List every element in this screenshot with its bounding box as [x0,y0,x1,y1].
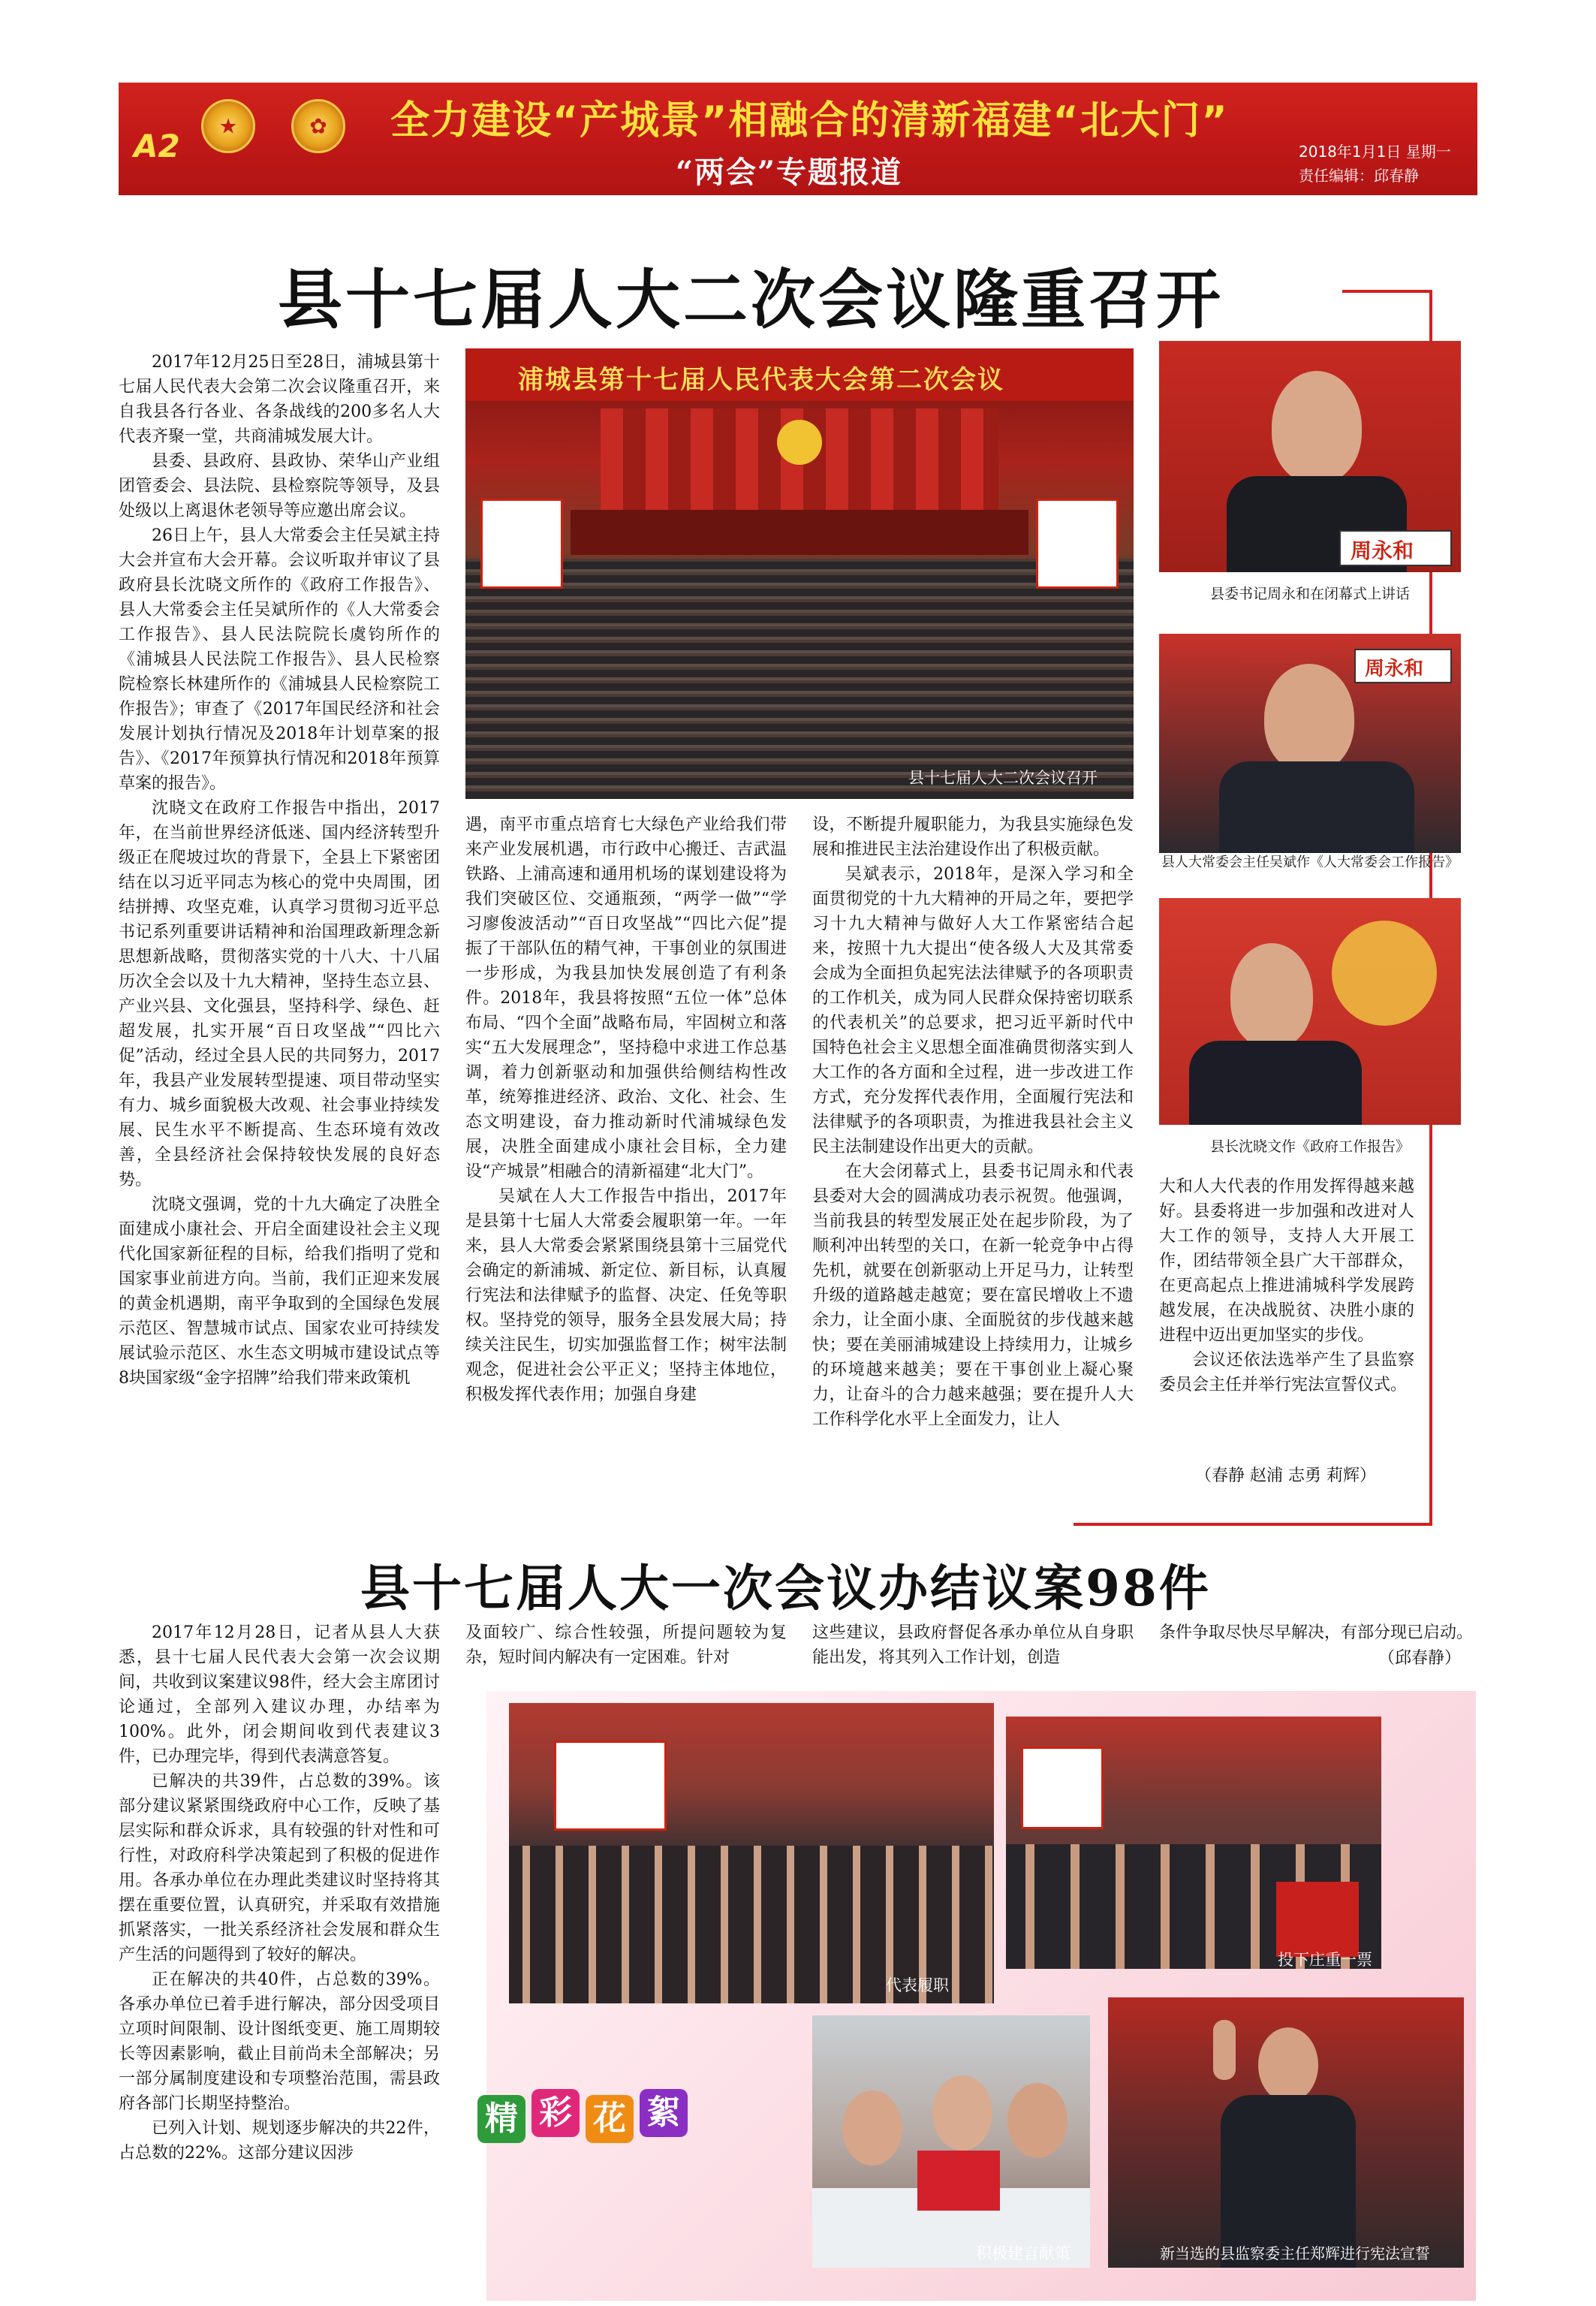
photo-caption: 积极建言献策 [976,2244,1071,2262]
article1-col3 [812,812,1134,1533]
paragraph: 设，不断提升履职能力，为我县实施绿色发展和推进民主法治建设作出了积极贡献。 [812,815,1134,859]
article2-col3 [812,1620,1134,1673]
side-photo-1 [1159,341,1461,572]
photo-caption: 新当选的县监察委主任郑辉进行宪法宣誓 [1160,2244,1430,2262]
photo-caption: 投下庄重一票 [1278,1951,1372,1969]
article2-author: （邱春静） [1378,1649,1462,1668]
paragraph: 吴斌表示，2018年，是深入学习和全面贯彻党的十九大精神的开局之年，要把学习十九大精神与做好人大工作紧密结合起来，按照十九大提出“使各级人大及其常委会成为全面担负起宪法法律赋予的各项职责的工作机关，成为同人民群众保持密切联系的代表机关”的总要求，把习近平新时代中国特色社会主义思想全面准确贯彻落实到人大工作的各方面和全过程，进一步改进工作方式，充分发挥代表作用，全面履行宪法和法律赋予的各项职责，为推进我县社会主义民主法制建设作出更大的贡献。 [812,865,1134,1156]
side-photo-2-caption: 县人大常委会主任吴斌作《人大常委会工作报告》 [1161,855,1459,870]
highlights-label-char: 彩 [531,2089,580,2137]
highlights-label-char: 精 [477,2095,525,2143]
nameplate: 周永和 [1351,538,1414,563]
delegates-photo [509,1703,994,2003]
paragraph: 沈晓文强调，党的十九大确定了决胜全面建成小康社会、开启全面建设社会主义现代化国家新征程的目标，给我们指明了党和国家事业前进方向。当前，我们正迎来发展的黄金机遇期，南平争取到的全国绿色发展示范区、智慧城市试点、国家农业可持续发展试验示范区、水生态文明城市建设试点等8块国家级“金字招牌”给我们带来政策机 [119,1195,440,1388]
photo-caption: 代表履职 [886,1976,949,1994]
paragraph: 条件争取尽快尽早解决，有部分现已启动。 [1159,1623,1474,1642]
red-frame-top [1342,290,1432,293]
cppcc-emblem-icon: ✿ [291,99,345,153]
paragraph: 遇，南平市重点培育七大绿色产业给我们带来产业发展机遇，市行政中心搬迁、吉武温铁路、上浦高速和通用机场的谋划建设将为我们突破区位、交通瓶颈，“两学一做”“学习廖俊波活动”“百日攻坚战”“四比六促”提振了干部队伍的精气神，干事创业的氛围进一步形成，为我县加快发展创造了有利条件。2018年，我县将按照“五位一体”总体布局、“四个全面”战略布局，牢固树立和落实“五大发展理念”，坚持稳中求进工作总基调，着力创新驱动和加强供给侧结构性改革，统筹推进经济、政治、文化、社会、生态文明建设，奋力推动新时代浦城绿色发展，决胜全面建成小康社会目标，全力建设“产城景”相融合的清新福建“北大门”。 [465,815,787,1181]
article2-col1 [119,1620,440,2301]
banner-title: 全力建设“产城景”相融合的清新福建“北大门” [390,98,1229,143]
paragraph: 已解决的共39件，占总数的39%。该部分建议紧紧围绕政府中心工作，反映了基层实际和群众诉求，具有较强的针对性和可行性，对政府科学决策起到了积极的促进作用。各承办单位在办理此类建议时坚持将其摆在重要位置，认真研究，并采取有效措施抓紧落实，一批关系经济社会发展和群众生产生活的问题得到了较好的解决。 [119,1772,440,1964]
paragraph: 在大会闭幕式上，县委书记周永和代表县委对大会的圆满成功表示祝贺。他强调，当前我县的转型发展正处在起步阶段，为了顺利冲出转型的关口，在新一轮竞争中占得先机，就要在创新驱动上开足马力，让转型升级的道路越走越宽；要在富民增收上不遗余力，让全面小康、全面脱贫的步伐越来越快；要在美丽浦城建设上持续用力，让城乡的环境越来越美；要在干事创业上凝心聚力，让奋斗的合力越来越强；要在提升人大工作科学化水平上全面发力，让人 [812,1162,1134,1429]
ballot-box [1276,1882,1359,1957]
highlights-label-char: 絮 [640,2089,688,2137]
main-conference-photo [465,348,1134,799]
main-photo-caption: 县十七届人大二次会议召开 [908,769,1098,787]
side-photo-3 [1159,898,1461,1125]
paragraph: 正在解决的共40件，占总数的39%。各承办单位已着手进行解决，部分因受项目立项时间限制、设计图纸变更、施工周期较长等因素影响，截止目前尚未全部解决；另一部分属制度建设和专项整治范围，需县政府各部门长期坚持整治。 [119,1970,440,2113]
paragraph: 已列入计划、规划逐步解决的共22件，占总数的22%。这部分建议因涉 [119,2119,440,2163]
article2-col2 [465,1620,787,1673]
voting-photo [1006,1717,1381,1969]
article2-headline: 县十七届人大一次会议办结议案98件 [360,1559,1211,1617]
page-code: A2 [134,128,180,164]
side-photo-3-caption: 县长沈晓文作《政府工作报告》 [1209,1138,1410,1155]
national-emblem-icon: ★ [201,99,255,153]
highlights-label-char: 花 [586,2095,634,2143]
article1-col2 [465,812,787,1533]
article1-col4 [1159,1174,1414,1490]
paragraph: 这些建议，县政府督促各承办单位从自身职能出发，将其列入工作计划，创造 [812,1623,1134,1667]
hall-banner-text: 浦城县第十七届人民代表大会第二次会议 [518,365,1004,395]
paragraph: 沈晓文在政府工作报告中指出，2017年，在当前世界经济低迷、国内经济转型升级正在爬坡过坎的背景下，全县上下紧密团结在以习近平同志为核心的党中央周围，团结拼搏、攻坚克难，认真学习贯彻习近平总书记系列重要讲话精神和治国理政新理念新思想新战略，贯彻落实党的十八大、十八届历次全会以及十九大精神，坚持生态立县、产业兴县、文化强县，坚持科学、绿色、赶超发展，扎实开展“百日攻坚战”“四比六促”活动，经过全县人民的共同努力，2017年，我县产业发展转型提速、项目带动坚实有力、城乡面貌极大改观、社会事业持续发展、民生水平不断提高、生态环境有效改善，全县经济社会保持较快发展的良好态势。 [119,799,440,1189]
emblem-icon [1332,921,1437,1026]
side-photo-1-caption: 县委书记周永和在闭幕式上讲话 [1209,586,1410,602]
article1-col1 [119,350,440,1536]
nameplate: 周永和 [1365,658,1424,680]
stage-emblem-icon [777,420,822,465]
paragraph: 吴斌在人大工作报告中指出，2017年是县第十七届人大常委会履职第一年。一年来，县人大常委会紧紧围绕县第十三届党代会确定的新浦城、新定位、新目标，认真履行宪法和法律赋予的监督、决定、任免等职权。坚持党的领导，服务全县发展大局；持续关注民生，切实加强监督工作；树牢法制观念，促进社会公平正义；坚持主体地位，积极发挥代表作用；加强自身建 [465,1187,787,1404]
article1-headline: 县十七届人大二次会议隆重召开 [278,263,1224,338]
oath-photo [1108,1997,1464,2268]
paragraph: 及面较广、综合性较强，所提问题较为复杂，短时间内解决有一定困难。针对 [465,1623,787,1667]
article1-author: （春静 赵浦 志勇 莉辉） [1195,1466,1376,1485]
side-photo-2 [1159,634,1461,853]
advice-photo [812,2015,1090,2268]
paragraph: 2017年12月28日，记者从县人大获悉，县十七届人民代表大会第一次会议期间，共收到议案建议98件，经大会主席团讨论通过，全部列入建议办理，办结率为100%。此外，闭会期间收到代表建议3件，已办理完毕，得到代表满意答复。 [119,1623,440,1766]
banner-subtitle: “两会”专题报道 [676,155,903,190]
paragraph: 2017年12月25日至28日，浦城县第十七届人民代表大会第二次会议隆重召开，来自我县各行各业、各条战线的200多名人大代表齐聚一堂，共商浦城发展大计。 [119,353,440,446]
paragraph: 大和人大代表的作用发挥得越来越好。县委将进一步加强和改进对人大工作的领导，支持人大开展工作，团结带领全县广大干部群众，在更高起点上推进浦城科学发展跨越发展，在决战脱贫、决胜小康的进程中迈出更加坚实的步伐。 [1159,1177,1414,1345]
paragraph: 26日上午，县人大常委会主任吴斌主持大会并宣布大会开幕。会议听取并审议了县政府县长沈晓文所作的《政府工作报告》、县人大常委会主任吴斌所作的《人大常委会工作报告》、县人民法院院长虞钧所作的《浦城县人民法院工作报告》、县人民检察院检察长林建所作的《浦城县人民检察院工作报告》；审查了《2017年国民经济和社会发展计划执行情况及2018年计划草案的报告》、《2017年预算执行情况和2018年预算草案的报告》。 [119,526,440,793]
issue-date: 2018年1月1日 星期一 [1299,143,1451,161]
paragraph: 县委、县政府、县政协、荣华山产业组团管委会、县法院、县检察院等领导，及县处级以上离退休老领导等应邀出席会议。 [119,452,440,520]
paragraph: 会议还依法选举产生了县监察委员会主任并举行宪法宣誓仪式。 [1159,1351,1414,1394]
editor-credit: 责任编辑：邱春静 [1299,167,1419,185]
